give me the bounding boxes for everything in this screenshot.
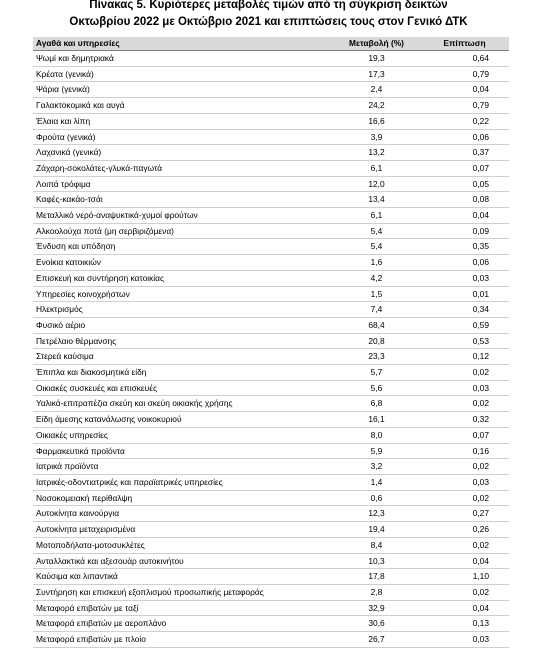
table-row [33,632,509,648]
table-row [33,537,509,553]
cell-item: Μεταφορά επιβατών με αεροπλάνο [33,616,333,632]
cell-impact: 0,04 [420,82,509,98]
cell-change: 68,4 [333,317,420,333]
cell-item: Ιατρικά προϊόντα [33,459,333,475]
cell-impact: 0,03 [420,270,509,286]
cell-impact: 0,07 [420,160,509,176]
cell-item: Καύσιμα και λιπαντικά [33,569,333,585]
cell-item: Γαλακτοκομικά και αυγά [33,98,333,114]
cell-item: Οικιακές υπηρεσίες [33,427,333,443]
table-row [33,317,509,333]
header-item: Αγαθά και υπηρεσίες [33,37,333,51]
cell-item: Αυτοκίνητα καινούργια [33,506,333,522]
cell-item: Φρούτα (γενικά) [33,129,333,145]
cell-change: 12,0 [333,176,420,192]
cell-item: Λοιπά τρόφιμα [33,176,333,192]
cell-item: Κρέατα (γενικά) [33,66,333,82]
cell-impact: 0,12 [420,349,509,365]
cell-impact: 0,37 [420,145,509,161]
cell-impact: 0,06 [420,129,509,145]
table-title-line-2: Οκτωβρίου 2022 με Οκτώβριο 2021 και επιπτώσεις τους στον Γενικό ΔΤΚ [69,16,468,28]
cell-item: Ένδυση και υπόδηση [33,239,333,255]
cell-item: Υπηρεσίες κοινοχρήστων [33,286,333,302]
cell-change: 7,4 [333,302,420,318]
cell-change: 1,5 [333,286,420,302]
table-row [33,113,509,129]
table-row [33,396,509,412]
cell-impact: 0,16 [420,443,509,459]
table-row [33,302,509,318]
cell-item: Υαλικά-επιτραπέζια σκεύη και σκεύη οικιακής χρήσης [33,396,333,412]
cell-change: 32,9 [333,600,420,616]
cell-impact: 0,27 [420,506,509,522]
cell-change: 17,8 [333,569,420,585]
cell-change: 1,4 [333,474,420,490]
cell-impact: 0,64 [420,51,509,67]
cell-item: Καφές-κακάο-τσάι [33,192,333,208]
cell-item: Ψωμί και δημητριακά [33,51,333,67]
table-row [33,616,509,632]
cell-item: Πετρέλαιο θέρμανσης [33,333,333,349]
table-row [33,160,509,176]
cell-item: Μεταλλικό νερό-αναψυκτικά-χυμοί φρούτων [33,208,333,224]
cell-impact: 0,03 [420,380,509,396]
table-row [33,176,509,192]
table-row [33,208,509,224]
cell-change: 16,1 [333,412,420,428]
table-row [33,412,509,428]
cell-impact: 0,09 [420,223,509,239]
cell-change: 13,2 [333,145,420,161]
cell-item: Ανταλλακτικά και αξεσουάρ αυτοκινήτου [33,553,333,569]
table-row [33,522,509,538]
cell-change: 3,2 [333,459,420,475]
cell-change: 5,9 [333,443,420,459]
table-row [33,192,509,208]
table-row [33,145,509,161]
cell-item: Νοσοκομειακή περίθαλψη [33,490,333,506]
cell-impact: 0,07 [420,427,509,443]
header-change: Μεταβολή (%) [333,37,420,51]
cell-item: Λαχανικά (γενικά) [33,145,333,161]
price-changes-table [33,37,509,648]
cell-change: 19,4 [333,522,420,538]
table-row [33,66,509,82]
cell-change: 20,8 [333,333,420,349]
cell-impact: 0,03 [420,474,509,490]
table-row [33,427,509,443]
cell-change: 5,4 [333,223,420,239]
cell-impact: 0,79 [420,66,509,82]
table-row [33,490,509,506]
table-row [33,129,509,145]
cell-change: 8,0 [333,427,420,443]
cell-change: 26,7 [333,632,420,648]
cell-item: Έπιπλα και διακοσμητικά είδη [33,365,333,381]
table-row [33,255,509,271]
cell-item: Συντήρηση και επισκευή εξοπλισμού προσωπικής μεταφοράς [33,584,333,600]
cell-item: Φαρμακευτικά προϊόντα [33,443,333,459]
cell-change: 5,4 [333,239,420,255]
table-row [33,600,509,616]
table-row [33,333,509,349]
cell-impact: 0,26 [420,522,509,538]
cell-impact: 0,53 [420,333,509,349]
cell-change: 0,6 [333,490,420,506]
table-row [33,82,509,98]
cell-impact: 1,10 [420,569,509,585]
table-row [33,286,509,302]
cell-impact: 0,01 [420,286,509,302]
cell-item: Μεταφορά επιβατών με πλοίο [33,632,333,648]
cell-change: 16,6 [333,113,420,129]
cell-impact: 0,04 [420,600,509,616]
cell-item: Επισκευή και συντήρηση κατοικίας [33,270,333,286]
table-row [33,51,509,67]
cell-change: 19,3 [333,51,420,67]
cell-impact: 0,03 [420,632,509,648]
cell-impact: 0,02 [420,396,509,412]
cell-item: Αλκοολούχα ποτά (μη σερβιριζόμενα) [33,223,333,239]
cell-change: 23,3 [333,349,420,365]
table-row [33,270,509,286]
cell-impact: 0,02 [420,584,509,600]
table-row [33,239,509,255]
table-row [33,506,509,522]
table-header-row [33,37,509,51]
cell-change: 10,3 [333,553,420,569]
cell-item: Μοτοποδήλατα-μοτοσυκλέτες [33,537,333,553]
table-row [33,459,509,475]
cell-change: 3,9 [333,129,420,145]
cell-impact: 0,79 [420,98,509,114]
cell-impact: 0,04 [420,208,509,224]
table-row [33,443,509,459]
table-row [33,98,509,114]
table-row [33,223,509,239]
cell-item: Έλαια και λίπη [33,113,333,129]
cell-impact: 0,04 [420,553,509,569]
table-row [33,584,509,600]
table-row [33,553,509,569]
table-row [33,569,509,585]
cell-change: 6,1 [333,160,420,176]
table-row [33,380,509,396]
table-body [33,51,509,648]
cell-item: Ιατρικές-οδοντιατρικές και παραϊατρικές υπηρεσίες [33,474,333,490]
cell-item: Ζάχαρη-σοκολάτες-γλυκά-παγωτά [33,160,333,176]
cell-change: 6,1 [333,208,420,224]
cell-change: 17,3 [333,66,420,82]
table-row [33,349,509,365]
cell-item: Οικιακές συσκευές και επισκευές [33,380,333,396]
cell-impact: 0,32 [420,412,509,428]
cell-change: 4,2 [333,270,420,286]
cell-change: 6,8 [333,396,420,412]
cell-item: Είδη άμεσης κατανάλωσης νοικοκυριού [33,412,333,428]
cell-change: 12,3 [333,506,420,522]
table-title-line-1: Πίνακας 5. Κυριότερες μεταβολές τιμών από τη σύγκριση δεικτών [89,0,448,11]
cell-impact: 0,08 [420,192,509,208]
cell-item: Ψάρια (γενικά) [33,82,333,98]
cell-impact: 0,06 [420,255,509,271]
header-impact: Επίπτωση [420,37,509,51]
cell-change: 2,4 [333,82,420,98]
cell-item: Ηλεκτρισμός [33,302,333,318]
table-row [33,474,509,490]
cell-impact: 0,02 [420,365,509,381]
cell-impact: 0,02 [420,490,509,506]
cell-item: Αυτοκίνητα μεταχειρισμένα [33,522,333,538]
cell-impact: 0,34 [420,302,509,318]
cell-impact: 0,35 [420,239,509,255]
cell-impact: 0,05 [420,176,509,192]
cell-change: 5,6 [333,380,420,396]
cell-change: 30,6 [333,616,420,632]
cell-change: 2,8 [333,584,420,600]
cell-change: 1,6 [333,255,420,271]
cell-item: Στερεά καύσιμα [33,349,333,365]
cell-item: Μεταφορά επιβατών με ταξί [33,600,333,616]
cell-impact: 0,13 [420,616,509,632]
cell-impact: 0,02 [420,537,509,553]
cell-change: 8,4 [333,537,420,553]
cell-impact: 0,22 [420,113,509,129]
cell-item: Ενοίκια κατοικιών [33,255,333,271]
table-row [33,365,509,381]
cell-change: 5,7 [333,365,420,381]
cell-impact: 0,02 [420,459,509,475]
cell-change: 13,4 [333,192,420,208]
cell-change: 24,2 [333,98,420,114]
cell-item: Φυσικό αέριο [33,317,333,333]
cell-impact: 0,59 [420,317,509,333]
